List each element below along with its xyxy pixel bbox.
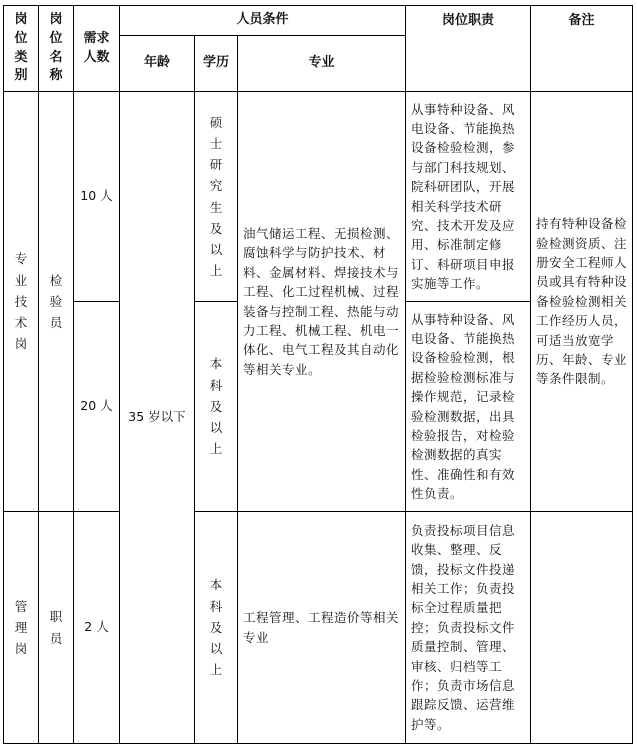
- age-requirement: 35 岁以下: [120, 92, 195, 744]
- count-row-1: 10 人: [74, 92, 120, 302]
- remarks-technical: 持有特种设备检验检测资质、注册安全工程师人员或具有特种设备检验检测相关工作经历人员，可适当放宽学历、年龄、专业等条件限制。: [531, 92, 633, 512]
- category-professional: 专业技术岗: [4, 92, 39, 512]
- major-management: 工程管理、工程造价等相关专业: [238, 512, 406, 744]
- header-remarks: 备注: [531, 6, 633, 92]
- education-bachelor-1: 本科及以上: [195, 302, 238, 512]
- header-category: 岗位类别: [4, 6, 39, 92]
- duties-row-2: 从事特种设备、风电设备、节能换热设备检验检测，根据检验检测标准与操作规范，记录检验检测数据，出具检验报告，对检验检测数据的真实性、准确性和有效性负责。: [406, 302, 531, 512]
- header-conditions: 人员条件: [120, 6, 406, 36]
- post-name-inspector: 检验员: [39, 92, 74, 512]
- post-name-staff: 职员: [39, 512, 74, 744]
- header-duties: 岗位职责: [406, 6, 531, 92]
- count-row-3: 2 人: [74, 512, 120, 744]
- recruitment-table: [3, 5, 633, 744]
- category-management: 管理岗: [4, 512, 39, 744]
- header-age: 年龄: [120, 36, 195, 92]
- count-row-2: 20 人: [74, 302, 120, 512]
- remarks-management: [531, 512, 633, 744]
- header-major: 专业: [238, 36, 406, 92]
- major-technical: 油气储运工程、无损检测、腐蚀科学与防护技术、材料、金属材料、焊接技术与工程、化工过程机械、过程装备与控制工程、热能与动力工程、机械工程、机电一体化、电气工程及其自动化等相关专业。: [238, 92, 406, 512]
- header-count: 需求人数: [74, 6, 120, 92]
- education-master: 硕士研究生及以上: [195, 92, 238, 302]
- header-education: 学历: [195, 36, 238, 92]
- duties-row-1: 从事特种设备、风电设备、节能换热设备检验检测，参与部门科技规划、院科研团队，开展相关科学技术研究、技术开发及应用、标准制定修订、科研项目申报实施等工作。: [406, 92, 531, 302]
- education-bachelor-2: 本科及以上: [195, 512, 238, 744]
- duties-row-3: 负责投标项目信息收集、整理、反馈，投标文件投递相关工作；负责投标全过程质量把控；负责投标文件质量控制、管理、审核、归档等工作；负责市场信息跟踪反馈、运营维护等。: [406, 512, 531, 744]
- header-name: 岗位名称: [39, 6, 74, 92]
